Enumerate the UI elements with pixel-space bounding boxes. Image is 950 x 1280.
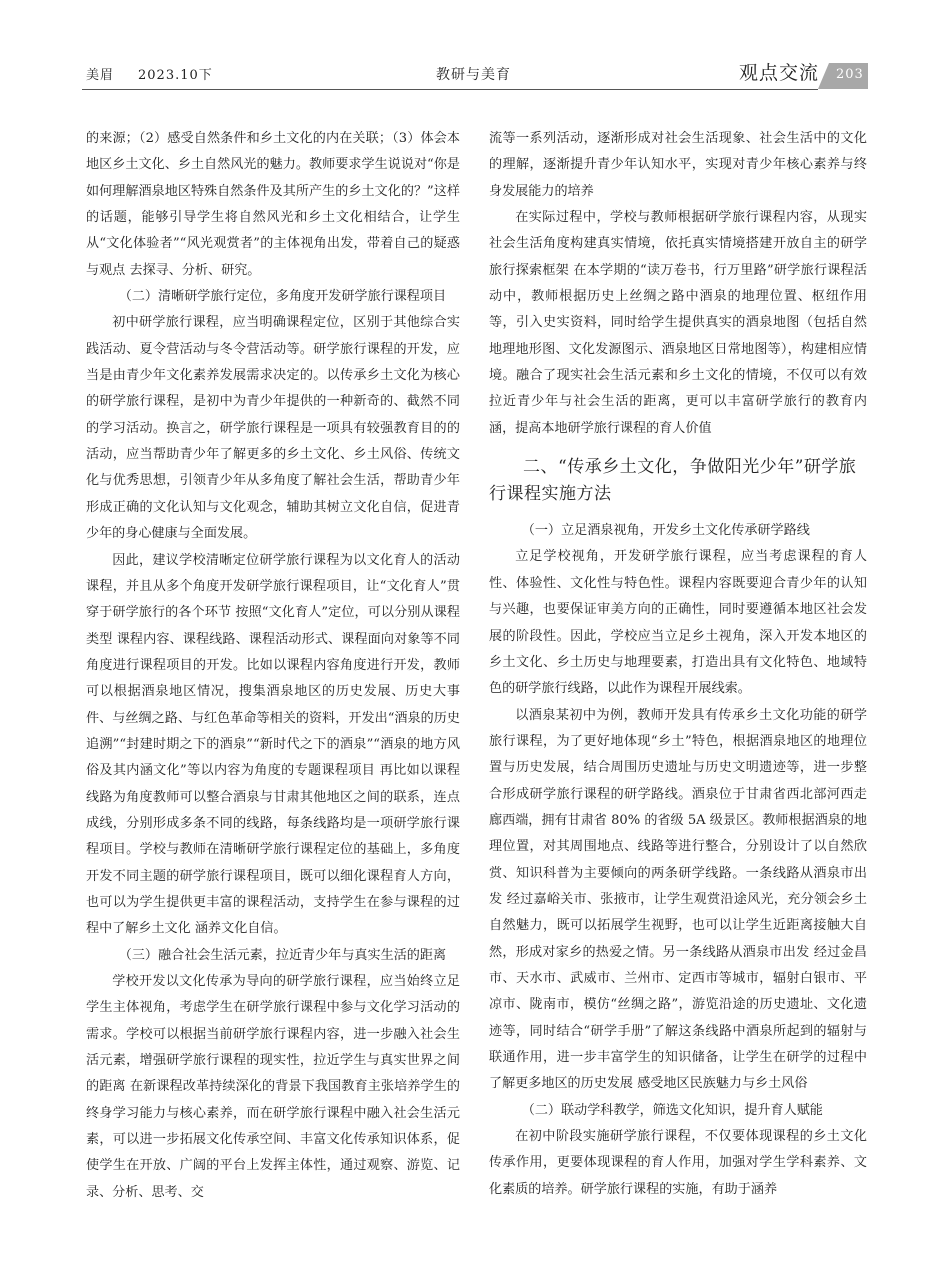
paragraph: 的来源；（2）感受自然条件和乡土文化的内在关联；（3）体会本地区乡土文化、乡土自然风光的魅力。教师要求学生说说对“你是如何理解酒泉地区特殊自然条件及其所产生的乡土文化的？”这样的话题，能够引导学生将自然风光和乡土文化相结合，让学生从“文化体验者”“风光观赏者”的主体视角出发，带着自己的疑惑与观点 去探寻、分析、研究。	[86, 131, 460, 278]
journal-info	[86, 64, 237, 83]
paragraph: 在初中阶段实施研学旅行课程，不仅要体现课程的乡土文化传承作用，更要体现课程的育人作用，加强对学生学科素养、文化素质的培养。研学旅行课程的实施，有助于涵养	[489, 1129, 867, 1197]
left-column	[86, 126, 460, 1206]
running-title: 教研与美育	[436, 67, 511, 83]
section-heading: 二、“传承乡土文化，争做阳光少年”研学旅行课程实施方法	[489, 457, 857, 505]
paragraph: 流等一系列活动，逐渐形成对社会生活现象、社会生活中的文化的理解，逐渐提升青少年认知水平，实现对青少年核心素养与终身发展能力的培养	[489, 131, 867, 199]
issue-date: 2023.10下	[138, 68, 213, 83]
subheading: （二）联动学科教学，筛选文化知识，提升育人赋能	[521, 1102, 823, 1118]
subheading: （三）融合社会生活元素，拉近青少年与真实生活的距离	[118, 947, 447, 963]
paragraph: 以酒泉某初中为例，教师开发具有传承乡土文化功能的研学旅行课程，为了更好地体现“乡土”特色，根据酒泉地区的地理位置与历史发展，结合周围历史遗址与历史文明遗迹等，进一步整合形成研学旅行课程的研学路线。酒泉位于甘肃省西北部河西走廊西端，拥有甘肃省 80% 的省级 5A 级景区。教师根据酒泉的地理位置，对其周围地点、线路等进行整合，分别设计了以自然欣赏、知识科普为主要倾向的两条研学线路。一条线路从酒泉市出发 经过嘉峪关市、张掖市，让学生观赏沿途风光，充分领会乡土自然魅力，既可以拓展学生视野，也可以让学生近距离接触大自然，形成对家乡的热爱之情。另一条线路从酒泉市出发 经过金昌市、天水市、武威市、兰州市、定西市等城市，辐射白银市、平凉市、陇南市，模仿“丝绸之路”，游览沿途的历史遗址、文化遗迹等，同时结合“研学手册”了解这条线路中酒泉所起到的辐射与联通作用，进一步丰富学生的知识储备，让学生在研学的过程中了解更多地区的历史发展 感受地区民族魅力与乡土风俗	[489, 707, 867, 1092]
subheading: （二）清晰研学旅行定位，多角度开发研学旅行课程项目	[118, 289, 447, 305]
page-header	[0, 0, 950, 96]
paragraph: 在实际过程中，学校与教师根据研学旅行课程内容，从现实社会生活角度构建真实情境，依托真实情境搭建开放自主的研学旅行探索框架 在本学期的“读万卷书，行万里路”研学旅行课程活动中，教师根据历史上丝绸之路中酒泉的地理位置、枢纽作用等，引入史实资料，同时给学生提供真实的酒泉地图（包括自然地理地形图、文化发源图示、酒泉地区日常地图等），构建相应情境。融合了现实社会生活元素和乡土文化的情境，不仅可以有效拉近青少年与社会生活的距离，更可以丰富研学旅行的教育内涵，提高本地研学旅行课程的育人价值	[489, 210, 867, 436]
subheading: （一）立足酒泉视角，开发乡土文化传承研学路线	[521, 523, 810, 539]
paragraph: 学校开发以文化传承为导向的研学旅行课程，应当始终立足学生主体视角，考虑学生在研学旅行课程中参与文化学习活动的需求。学校可以根据当前研学旅行课程内容，进一步融入社会生活元素，增强研学旅行课程的现实性，拉近学生与真实世界之间的距离 在新课程改革持续深化的背景下我国教育主张培养学生的终身学习能力与核心素养，而在研学旅行课程中融入社会生活元素，可以进一步拓展文化传承空间、丰富文化传承知识体系，促使学生在开放、广阔的平台上发挥主体性，通过观察、游览、记录、分析、思考、交	[86, 974, 460, 1200]
paragraph: 初中研学旅行课程，应当明确课程定位，区别于其他综合实践活动、夏令营活动与冬令营活动等。研学旅行课程的开发，应当是由青少年文化素养发展需求决定的。以传承乡土文化为核心的研学旅行课程，是初中为青少年提供的一种新奇的、截然不同的学习活动。换言之，研学旅行课程是一项具有较强教育目的的活动，应当帮助青少年了解更多的乡土文化、乡土风俗、传统文化与优秀思想，引领青少年从多角度了解社会生活，帮助青少年形成正确的文化认知与文化观念，辅助其树立文化自信，促进青少年的身心健康与全面发展。	[86, 315, 460, 542]
page-number: 203	[836, 67, 864, 82]
header-rule	[82, 89, 818, 90]
paragraph: 因此，建议学校清晰定位研学旅行课程为以文化育人的活动课程，并且从多个角度开发研学旅行课程项目，让“文化育人”贯穿于研学旅行的各个环节 按照“文化育人”定位，可以分别从课程类型 课程内容、课程线路、课程活动形式、课程面向对象等不同角度进行课程项目的开发。比如以课程内容角度进行开发，教师可以根据酒泉地区情况，搜集酒泉地区的历史发展、历史大事件、与丝绸之路、与红色革命等相关的资料，开发出“酒泉的历史追溯”“封建时期之下的酒泉”“新时代之下的酒泉”“酒泉的地方风俗及其内涵文化”等以内容为角度的专题课程项目 再比如以课程线路为角度教师可以整合酒泉与甘肃其他地区之间的联系，连点成线，分别形成多条不同的线路，每条线路均是一项研学旅行课程项目。学校与教师在清晰研学旅行课程定位的基础上，多角度开发不同主题的研学旅行课程项目，既可以细化课程育人方向，也可以为学生提供更丰富的课程活动，支持学生在参与课程的过程中了解乡土文化 涵养文化自信。	[86, 552, 460, 937]
section-title: 观点交流	[739, 62, 820, 84]
journal-name: 美眉	[86, 68, 115, 83]
paragraph: 立足学校视角，开发研学旅行课程，应当考虑课程的育人性、体验性、文化性与特色性。课程内容既要迎合青少年的认知与兴趣，也要保证审美方向的正确性，同时要遵循本地区社会发展的阶段性。因此，学校应当立足乡土视角，深入开发本地区的乡土文化、乡土历史与地理要素，打造出具有文化特色、地域特色的研学旅行线路，以此作为课程开展线索。	[489, 549, 867, 697]
right-column	[489, 126, 867, 1203]
